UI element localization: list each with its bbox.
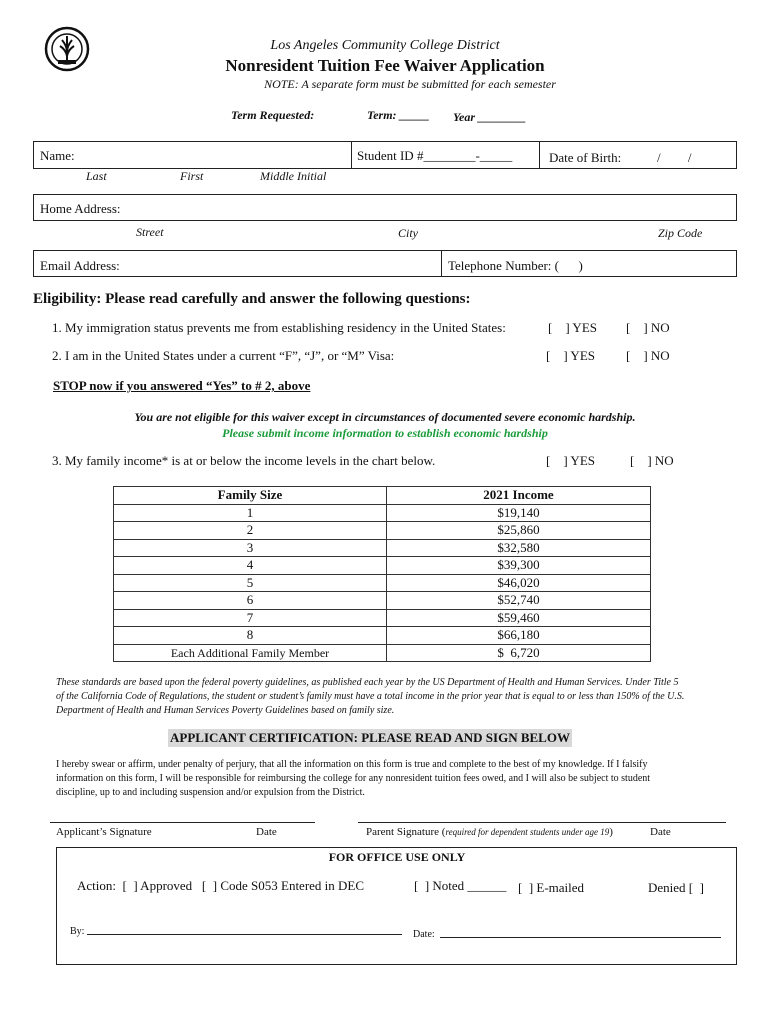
question-2: 2. I am in the United States under a current “F”, “J”, or “M” Visa: <box>52 348 395 363</box>
family-size-cell: 3 <box>114 539 387 557</box>
table-row <box>114 609 651 627</box>
table-row <box>114 574 651 592</box>
office-use-heading: FOR OFFICE USE ONLY <box>328 850 466 864</box>
by-label: By: <box>70 926 85 937</box>
name-label: Name: <box>40 148 75 163</box>
parent-date-label: Date <box>650 826 671 838</box>
income-cell: $19,140 <box>387 504 651 522</box>
income-cell: $59,460 <box>387 609 651 627</box>
q3-yes-checkbox[interactable]: [ ] YES <box>546 453 595 468</box>
first-label: First <box>180 169 204 183</box>
table-header-row <box>114 487 651 505</box>
term-field[interactable]: Term: _____ <box>367 108 430 122</box>
term-requested-label: Term Requested: <box>231 108 315 122</box>
standards-note: These standards are based upon the federal poverty guidelines, as published each year by the US Department of Health and Human Services. Under Title 5 of the California Code of Regulations, the student or student’s family must have a total income in the prior year that is equal to or less than 150% of the U.S. Department of Health and Human Services Poverty Guidelines based on family size. <box>56 677 685 716</box>
question-1: 1. My immigration status prevents me from establishing residency in the United States: <box>52 320 506 335</box>
zip-label: Zip Code <box>658 226 703 240</box>
income-cell: $32,580 <box>387 539 651 557</box>
family-size-cell: 6 <box>114 592 387 610</box>
family-size-cell: Each Additional Family Member <box>114 644 387 662</box>
student-id-field[interactable]: Student ID #________-_____ <box>357 148 513 163</box>
parent-signature-line[interactable] <box>358 822 726 823</box>
table-row <box>114 592 651 610</box>
not-eligible-note: You are not eligible for this waiver except in circumstances of documented severe economic hardship. <box>134 410 636 424</box>
action-options[interactable]: Action: [ ] Approved [ ] Code S053 Entered in DEC <box>77 878 365 893</box>
city-label: City <box>398 226 418 240</box>
home-address-field[interactable] <box>33 194 737 221</box>
contact-divider <box>441 250 442 277</box>
family-size-cell: 7 <box>114 609 387 627</box>
semester-note: NOTE: A separate form must be submitted for each semester <box>264 77 556 91</box>
table-row <box>114 627 651 645</box>
submit-income-note: Please submit income information to establish economic hardship <box>222 426 548 440</box>
stop-warning: STOP now if you answered “Yes” to # 2, above <box>53 378 311 393</box>
q2-yes-checkbox[interactable]: [ ] YES <box>546 348 595 363</box>
office-date-line[interactable] <box>440 937 721 938</box>
home-address-label: Home Address: <box>40 201 121 216</box>
emailed-checkbox[interactable]: [ ] E-mailed <box>518 880 585 895</box>
q1-yes-checkbox[interactable]: [ ] YES <box>548 320 597 335</box>
office-date-label: Date: <box>413 929 435 940</box>
q3-no-checkbox[interactable]: [ ] NO <box>630 453 674 468</box>
parent-signature-label: Parent Signature (required for dependent students under age 19) <box>366 826 613 838</box>
q2-no-checkbox[interactable]: [ ] NO <box>626 348 670 363</box>
telephone-field[interactable]: Telephone Number: ( ) <box>448 258 583 273</box>
by-line[interactable] <box>87 934 402 935</box>
column-header: Family Size <box>114 487 387 505</box>
income-cell: $ 6,720 <box>387 644 651 662</box>
applicant-date-label: Date <box>256 826 277 838</box>
applicant-signature-label: Applicant’s Signature <box>56 826 152 838</box>
year-field[interactable]: Year ________ <box>453 110 526 124</box>
income-table <box>113 486 651 662</box>
income-cell: $39,300 <box>387 557 651 575</box>
family-size-cell: 4 <box>114 557 387 575</box>
family-size-cell: 5 <box>114 574 387 592</box>
family-size-cell: 8 <box>114 627 387 645</box>
table-row <box>114 504 651 522</box>
middle-label: Middle Initial <box>260 169 327 183</box>
street-label: Street <box>136 225 164 239</box>
family-size-cell: 2 <box>114 522 387 540</box>
table-row <box>114 539 651 557</box>
income-cell: $52,740 <box>387 592 651 610</box>
certification-heading: APPLICANT CERTIFICATION: PLEASE READ AND SIGN BELOW <box>170 730 570 745</box>
denied-checkbox[interactable]: Denied [ ] <box>648 880 704 895</box>
income-cell: $46,020 <box>387 574 651 592</box>
applicant-signature-line[interactable] <box>50 822 315 823</box>
email-field[interactable]: Email Address: <box>40 258 120 273</box>
q1-no-checkbox[interactable]: [ ] NO <box>626 320 670 335</box>
column-header: 2021 Income <box>387 487 651 505</box>
income-cell: $25,860 <box>387 522 651 540</box>
table-row <box>114 644 651 662</box>
dob-field[interactable]: / / <box>657 150 692 165</box>
dob-label: Date of Birth: <box>549 150 622 165</box>
table-row <box>114 522 651 540</box>
contact-row <box>33 250 737 277</box>
income-cell: $66,180 <box>387 627 651 645</box>
table-row <box>114 557 651 575</box>
eligibility-heading: Eligibility: Please read carefully and answer the following questions: <box>33 291 471 307</box>
question-3: 3. My family income* is at or below the income levels in the chart below. <box>52 453 436 468</box>
noted-checkbox[interactable]: [ ] Noted ______ <box>414 878 507 893</box>
certification-text: I hereby swear or affirm, under penalty of perjury, that all the information on this form is true and complete to the best of my knowledge. If I falsify information on this form, I will be responsible for reimbursing the college for any nonresident tuition fees owed, and I will also be subject to student discipline, up to and including suspension and/or expulsion from the District. <box>56 759 651 798</box>
last-label: Last <box>86 169 107 183</box>
district-name: Los Angeles Community College District <box>270 38 500 53</box>
family-size-cell: 1 <box>114 504 387 522</box>
page-title: Nonresident Tuition Fee Waiver Application <box>225 56 545 75</box>
